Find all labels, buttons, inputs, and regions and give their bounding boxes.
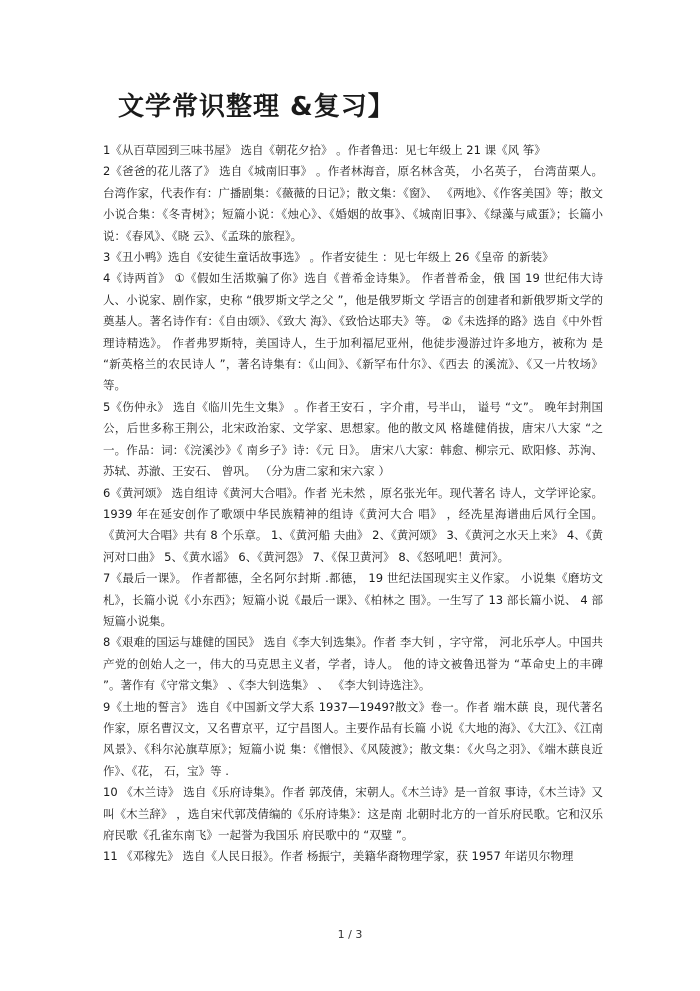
paragraph: 8《艰难的国运与雄健的国民》 选自《李大钊选集》。作者 李大钊 ，字守常， 河北乐亭人。中国共产党的创始人之一，伟大的马克思主义者，学者，诗人。 他的诗文被鲁迅誉为 “革命史上的丰碑 ”。著作有《守常文集》 、《李大钊选集》 、 《李大钊诗选注》。 bbox=[103, 635, 603, 693]
paragraph: 2《爸爸的花儿落了》 选自《城南旧事》 。作者林海音，原名林含英， 小名英子， 台湾苗栗人。 台湾作家，代表作有：广播剧集：《薇薇的日记》；散文集：《窗》、 《两地》、《作客美国》等；散文小说合集：《冬青树》；短篇小说：《烛心》、《婚姻的故事》、《城南旧事》、《绿藻与咸蛋》；长篇小说：《春风》、《晓 云》、《孟珠的旅程》。 bbox=[103, 164, 603, 243]
paragraph: 6《黄河颂》 选自组诗《黄河大合唱》。作者 光未然 ，原名张光年。现代著名 诗人，文学评论家。 1939 年在延安创作了歌颂中华民族精神的组诗《黄河大合 唱》 ，经冼星海谱曲后风行全国。 《黄河大合唱》共有 8 个乐章。 1、《黄河船 夫曲》 2、《黄河颂》 3、《黄河之水天上来》 4、《黄河对口曲》 5、《黄水谣》 6、《黄河怨》 7、《保卫黄河》 8、《怒吼吧！黄河》。 bbox=[103, 485, 603, 564]
paragraph: 9《土地的誓言》 选自《中国新文学大系 1937—1949?散文》卷一。作者 端木蕻 良，现代著名作家，原名曹汉文，又名曹京平，辽宁昌图人。主要作品有长篇 小说《大地的海》、《大江》、《江南风景》、《科尔沁旗草原》；短篇小说 集：《憎恨》、《风陵渡》；散文集：《火鸟之羽》、《端木蕻良近作》、《花， 石，宝》等 . bbox=[103, 699, 603, 778]
paragraph: 10 《木兰诗》 选自《乐府诗集》。作者 郭茂倩，宋朝人。《木兰诗》是一首叙 事诗，《木兰诗》又叫《木兰辞》 ，选自宋代郭茂倩编的《乐府诗集》：这是南 北朝时北方的一首乐府民歌。它和汉乐府民歌《孔雀东南飞》一起誉为我国乐 府民歌中的 “双璧 ”。 bbox=[103, 785, 603, 842]
paragraph: 11 《邓稼先》 选自《人民日报》。作者 杨振宁，美籍华裔物理学家，获 1957 年诺贝尔物理 bbox=[103, 849, 574, 864]
paragraph: 4《诗两首》 ①《假如生活欺骗了你》选自《普希金诗集》。 作者普希金，俄 国 19 世纪伟大诗人、小说家、剧作家，史称 “俄罗斯文学之父 ”，他是俄罗斯文 学语言的创建者和新俄罗斯文学的奠基人。著名诗作有：《自由颂》、《致大 海》、《致恰达耶夫》等。 ②《未选择的路》选自《中外哲理诗精选》。 作者弗罗斯特，美国诗人，生于加利福尼亚州，他徒步漫游过许多地方，被称为 是 “新英格兰的农民诗人 ”，著名诗集有：《山间》、《新罕布什尔》、《西去 的溪流》、《又一片牧场》等。 bbox=[103, 271, 603, 393]
paragraph: 3《丑小鸭》选自《安徒生童话故事选》 。作者安徒生 ：见七年级上 26《皇帝 的新装》 bbox=[103, 250, 554, 265]
paragraph: 5《伤仲永》 选自《临川先生文集》 。作者王安石 ，字介甫，号半山， 谥号 “文”。 晚年封荆国公，后世多称王荆公，北宋政治家、文学家、思想家。他的散文风 格雄健俏拔，唐宋八大家 “之一。作品：词：《浣溪沙》《 南乡子》诗：《元 日》。 唐宋八大家：韩愈、柳宗元、欧阳修、苏洵、苏轼、苏澈、王安石、 曾巩。 （分为唐二家和宋六家 ） bbox=[103, 399, 603, 479]
paragraph: 7《最后一课》。 作者都德，全名阿尔封斯 .都德， 19 世纪法国现实主义作家。 小说集《磨坊文札》，长篇小说《小东西》；短篇小说《最后一课》、《柏林之 围》。一生写了 13 部长篇小说、 4 部短篇小说集。 bbox=[103, 571, 603, 628]
document-title: 文学常识整理 &复习】 bbox=[118, 92, 395, 122]
page-number: 1 / 3 bbox=[337, 928, 363, 941]
paragraph: 1《从百草园到三味书屋》 选自《朝花夕拾》 。作者鲁迅：见七年级上 21 课《风 筝》 bbox=[103, 143, 546, 157]
document-body bbox=[103, 140, 603, 868]
